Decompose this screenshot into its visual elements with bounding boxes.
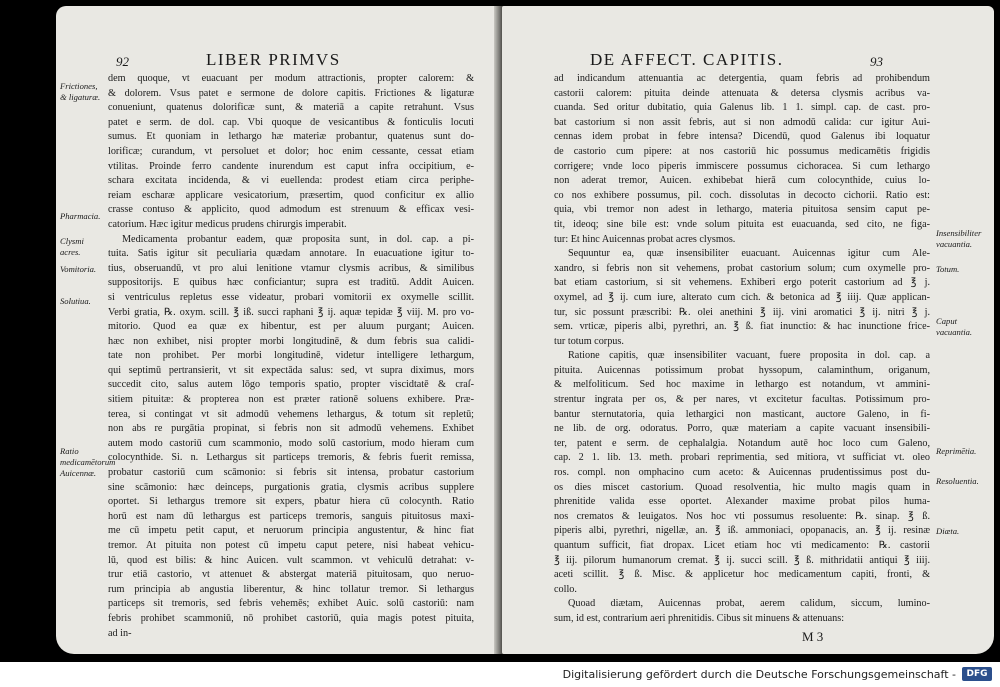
text-line: nos crematos & leuigatos. Nos hoc vti possumus resoluente: ℞. sinap. ℥ ß. [554, 510, 930, 522]
right-running-head: DE AFFECT. CAPITIS. [590, 50, 784, 69]
text-line: ne lib. de org. odoratus. Porro, quæ materiam a capite vacuant insensibili- [554, 423, 930, 435]
left-folio: 92 [116, 54, 129, 69]
margin-note: Solutiua. [60, 296, 91, 306]
text-line: qui septimū pertransierit, vt sit expectāda salus: sed, vt supra diximus, mors [108, 364, 474, 376]
margin-note: Reprimētia. [936, 446, 977, 456]
text-line: hæc non exhibet, nisi propter morbi longitudinē, & dum febris sua calidi- [108, 335, 474, 347]
text-line: tuita. Satis igitur sit peculiaria quædam annotare. In euacuatione igitur to- [108, 248, 474, 260]
text-line: strentur ingrata per os, & per nares, vt excitetur facultas. Potissimum pro- [554, 394, 930, 406]
text-line: trur etiā castorio, vt attenuet & abstergat materiā pituitosam, quo neruo- [108, 569, 474, 581]
text-line: particeps sit tremoris, sed febris vehemēs; exhibet Auic. solū castoriū: nam [108, 598, 474, 610]
text-line: crasse contuso & applicito, quod admodum est strenuum & efficax vesi- [108, 204, 474, 216]
text-line: & dolorem. Vsus patet e sermone de dolore capitis. Frictiones & ligaturæ [108, 87, 474, 99]
text-line: tius, obseruandū, vt pro alui lenitione vtamur clysmis acribus, & similibus [108, 262, 474, 274]
text-line: phrenitide valida esse oportet. Alexander maxime probat pilos huma- [554, 496, 930, 508]
text-line: non aderat tremor, Auicen. exhibebat hierā cum colocynthide, cuius lo- [554, 175, 930, 187]
text-line: cap. 2 1. lib. 13. meth. probari reprimentia, sed mitiora, vt sufficiat vt. oleo [554, 452, 930, 464]
text-line: conueniunt, quatenus dolorificæ sunt, & materiā a capite retrahunt. Vsus [108, 102, 474, 114]
text-line: suppositorijs. E quibus hæc conficiantur; supra est traditū. Addit Auicen. [108, 277, 474, 289]
right-page [502, 6, 994, 654]
text-line: ad indicandum attenuantia ac detergentia, quam febris ad prohibendum [554, 73, 930, 84]
text-line: terea, si contingat vt sit admodū vehemens lethargus, & totum sit repletū; [108, 408, 474, 420]
text-line: oportet. Si lethargus tremore sit expers, pbatur hiera cū colocynth. Ratio [108, 496, 474, 508]
text-line: vtilitas. Proinde ferro candente inurendum est caput infra occipitium, e- [108, 160, 474, 172]
margin-note: Insensibiliter vacuantia. [936, 228, 982, 249]
left-running-head: LIBER PRIMVS [206, 50, 341, 69]
text-line: & melfoliticum. Sed hoc maxime in lethargo est notandum, vt ammini- [554, 379, 930, 391]
text-line: probatur castoriū cum scāmonio: si febris sit intensa, probatur castorium [108, 467, 474, 479]
text-line: febris prohibet scammoniū, nō prohibet castoriū, quia magis potest pituita, [108, 612, 474, 624]
text-line: sine scāmonio: hæc deinceps, purgationis gratia, clysmis acribus supplere [108, 481, 474, 493]
signature-mark: M 3 [802, 629, 824, 644]
right-folio: 93 [870, 54, 883, 69]
text-line: si ventriculus repletus esse videatur, probari vomitorii ex oxymelle scillit. [108, 291, 474, 303]
text-line: Sequuntur ea, quæ insensibiliter euacuant. Auicennas igitur cum Ale- [568, 248, 930, 260]
text-line: tit, ideoq; sine bile est: vnde solum pituita est euacuanda, sed cito, ne figa- [554, 218, 930, 230]
text-line: tur totum corpus. [554, 335, 624, 347]
text-line: reiam escharæ applicare vesicatorium, præsertim, quod conficitur ex allio [108, 189, 474, 201]
text-line: Quoad diætam, Auicennas probat, aerem calidum, siccum, lumino- [568, 598, 930, 610]
margin-note: Ratio medicamētorum Auicennæ. [60, 446, 116, 478]
text-line: xandro, si febris non sit vehemens, probat castorium solum; cum oxymelle pro- [554, 262, 930, 274]
text-line: sitiem pituitæ: & propterea non est præter rationē soluens exhibere. Præ- [108, 394, 474, 406]
left-page [56, 6, 498, 654]
text-line: dem quoque, vt euacuant per modum attractionis, propter calorem: & [108, 73, 474, 84]
margin-note: Diæta. [936, 526, 960, 536]
text-line: os dies miscet castorium. Quoad resolventia, hic multo magis quam in [554, 481, 930, 493]
text-line: lū, quod est bilis: & hinc Auicen. vult scammon. vt vehiculū detrahat: v- [108, 554, 474, 566]
margin-note: Caput vacuantia. [936, 316, 973, 337]
text-line: aceti scillit. ℥ ß. Misc. & applicetur hoc medicamentum capiti, fronti, & [554, 569, 930, 581]
text-line: schara excitata incidenda, & vi euellenda: prodest etiam circa periphe- [108, 175, 474, 187]
text-line: patet e serm. de dol. cap. Vbi quoque de vesicantibus & fonticulis locuti [108, 116, 474, 128]
margin-note: Resoluentia. [936, 476, 979, 486]
text-line: pituita. Auicennas potissimum probat hyssopum, calaminthum, origanum, [554, 364, 930, 376]
right-body-text [554, 72, 930, 627]
text-line: tur, sic possunt præscribi: ℞. olei anethini ℥ iij. vini aromatici ℥ ij. nitri ℥ j. [554, 306, 930, 318]
text-line: me cū impetu petit caput, et neruorum principia angustentur, & hinc fiat [108, 525, 474, 537]
text-line: sem. vrticæ, piperis albi, pyrethri, an. ℥ ß. fiat inunctio: & hac inunctione frice- [554, 321, 930, 333]
text-line: Ratione capitis, quæ insensibiliter vacuant, fuere proposita in dol. cap. a [568, 350, 930, 362]
text-line: sum, id est, contrarium aeri phrenitidis. Cibus sit minuens & attenuans: [554, 612, 845, 624]
text-line: bat etiam castorium, si sit vehemens. Exhiberi ergo poterit castorium ad ℥ j. [554, 277, 930, 289]
text-line: cennas idem probat in febre intensa? Dicendū, quod Galenus ibi loquatur [554, 131, 930, 143]
text-line: quia, vbi tremor non adest in lethargo, materia pituitosa sensim caput pe- [554, 204, 930, 216]
text-line: mitorio. Quod ea quæ ex hibentur, est per aluum purgant; Auicen. [108, 321, 474, 333]
text-line: castorii calorem: pituita deinde attenuata & detersa clysmis acribus va- [554, 87, 930, 99]
text-line: corrigere; vnde loco piperis immiscere possumus cichoracea. Si cum lethargo [554, 160, 930, 172]
text-line: co nos exhibere possumus, pil. coch. dissolutas in decocto cichorii. Ratio est: [554, 189, 930, 201]
text-line: autem modo castoriū cum scammonio, modo solū castorium, modo hieram cum [108, 437, 474, 449]
footer-bar [0, 662, 1000, 687]
text-line: tur: Et hinc Auicennas probat acres clysmos. [554, 233, 736, 245]
text-line: collo. [554, 583, 577, 595]
margin-note: Clysmi acres. [60, 236, 84, 257]
text-line: ter, patent e serm. de cephalalgia. Notandum autē hoc loco cum Galeno, [554, 437, 930, 449]
text-line: lorificæ; curandum, vt persoluet et dolor; hoc enim cessante, cessat etiam [108, 145, 474, 157]
text-line: Medicamenta probantur eadem, quæ proposita sunt, in dol. cap. a pi- [122, 233, 474, 245]
text-line: ad in- [108, 627, 132, 639]
text-line: horū est nam dū lethargus est particeps tremoris, sanguis pituitosus maxi- [108, 510, 474, 522]
text-line: non abs re purgātia propinat, si febris non sit admodū vehemens. Exhibet [108, 423, 474, 435]
text-line: bantur sternutatoria, quia lethargici non masticant, auctore Galeno, in fi- [554, 408, 930, 420]
text-line: rum principia ab angustia liberentur, & hinc tollatur tremor. Si lethargus [108, 583, 474, 595]
funding-note: Digitalisierung gefördert durch die Deutsche Forschungsgemeinschaft - [562, 668, 956, 681]
text-line: ℥ iij. pilorum humanorum cremat. ℥ ij. succi scill. ℥ ß. mithridatii antiqui ℥ iiij. [554, 554, 930, 566]
margin-note: Pharmacia. [60, 211, 101, 221]
text-line: piperis albi, pyrethri, nigellæ, an. ℥ iß. ammoniaci, opopanacis, an. ℥ ij. resinæ [554, 525, 930, 537]
dfg-logo: DFG [962, 667, 992, 681]
text-line: oxymel, ad ℥ ij. cum iure, alterato cum cich. & betonica ad ℥ iiij. Quæ applican- [554, 291, 930, 303]
text-line: quantum sufficit, fiat dropax. Licet etiam hoc vti medicamento: ℞. castorii [554, 540, 930, 551]
text-line: catorium. Hæc igitur medicus prudens chirurgis imperabit. [108, 218, 347, 230]
margin-note: Frictiones, & ligaturæ. [60, 81, 101, 102]
text-line: bat castorium si non assit febris, aut si non admodū calida: cur igitur Aui- [554, 116, 930, 128]
text-line: cuanda. Sed oritur dubitatio, quia Galenus lib. 1 1. simpl. cap. de cast. pro- [554, 102, 930, 114]
text-line: ros. compl. non omphacino cum aceto: & Auicennas prudentissimus post du- [554, 467, 930, 479]
margin-note: Totum. [936, 264, 960, 274]
text-line: de castorio cum pipere: at nos castoriū hic possumus medicamētis frigidis [554, 145, 930, 157]
text-line: succedit cito, salus autem lōgo temporis spatio, propter viscidtatē & craſ- [108, 379, 474, 391]
text-line: colocynthide. Si. n. Lethargus sit particeps tremoris, & febris fuerit remissa, [108, 452, 474, 464]
text-line: sumus. Et quoniam in lethargo hæ materiæ probantur, quatenus sunt do- [108, 131, 474, 143]
text-line: tate non prohibet. Per morbi longitudinē, videtur intelligere lethargum, [108, 350, 474, 362]
margin-note: Vomitoria. [60, 264, 97, 274]
text-line: tremor. At pituita non potest cū impetu caput petere, nisi habeat vehicu- [108, 540, 474, 551]
left-body-text [108, 72, 474, 641]
text-line: Verbi gratia, ℞. oxym. scill. ℥ iß. succi raphani ℥ ij. aquæ tepidæ ℥ viij. M. pro vo- [108, 306, 474, 318]
